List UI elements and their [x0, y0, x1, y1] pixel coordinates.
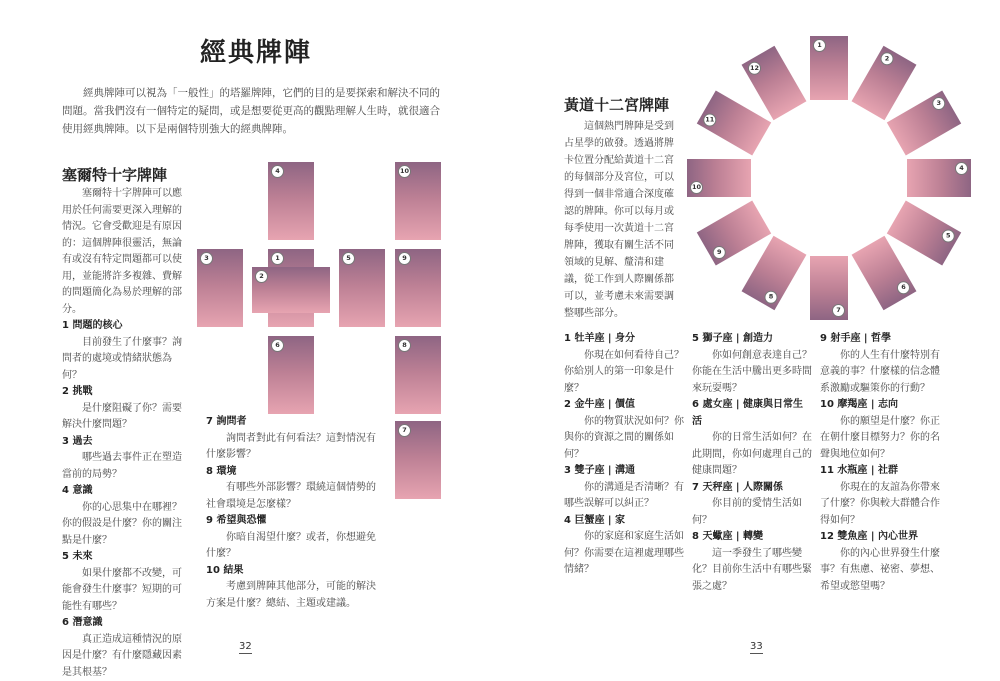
card-6: 6: [268, 336, 314, 414]
celtic-left-column: [62, 186, 188, 681]
house-10: 10 摩羯座 | 志向 你的願望是什麼？你正在朝什麼目標努力？你的名聲與地位如何？: [820, 399, 940, 460]
zodiac-card-5: [887, 201, 961, 266]
house-8: 8 天蠍座 | 轉變 這一季發生了哪些變化？目前你生活中有哪些緊張之處？: [692, 531, 812, 592]
zodiac-card-1: [810, 36, 848, 100]
zodiac-card-number: 5: [942, 230, 955, 243]
zodiac-card-number: 9: [712, 246, 725, 259]
house-11: 11 水瓶座 | 社群 你現在的友誼為你帶來了什麼？你與較大群體合作得如何？: [820, 465, 940, 526]
house-4: 4 巨蟹座 | 家 你的家庭和家庭生活如何？你需要在這裡處理哪些情緒？: [564, 514, 684, 575]
card-5: 5: [339, 249, 385, 327]
page-title: 經典牌陣: [200, 38, 313, 68]
card-4: 4: [268, 162, 314, 240]
celtic-intro: 塞爾特十字牌陣可以應用於任何需要更深入理解的情況。它會受歡迎是有原因的：這個牌陣很靈活，無論有或沒有特定問題都可以使用，並能將許多複雜、費解的問題簡化為易於理解的部分。: [62, 188, 182, 315]
position-10: 10 結果 考慮到牌陣其他部分，可能的解決方案是什麼？總結、主題或建議。: [206, 564, 376, 609]
zodiac-card-8: [742, 236, 807, 310]
house-1: 1 牡羊座 | 身分 你現在如何看待自己？你給別人的第一印象是什麼？: [564, 333, 684, 394]
zodiac-card-number: 3: [932, 97, 945, 110]
house-6: 6 處女座 | 健康與日常生活 你的日常生活如何？在此期間，你如何處理自己的健康問題？: [692, 399, 812, 476]
zodiac-card-number: 4: [955, 162, 968, 175]
zodiac-card-2: [852, 46, 917, 120]
page-number-right: 33: [750, 641, 763, 652]
house-9: 9 射手座 | 哲學 你的人生有什麼特別有意義的事？什麼樣的信念體系激勵或驅策你的行動？: [820, 333, 940, 394]
celtic-cross-heading: 塞爾特十字牌陣: [62, 166, 168, 184]
position-4: 4 意識 你的心思集中在哪裡？你的假設是什麼？你的關注點是什麼？: [62, 485, 182, 546]
position-3: 3 過去 哪些過去事件正在塑造當前的局勢？: [62, 435, 182, 480]
zodiac-intro: 這個熱門牌陣是受到占星學的啟發。透過將牌卡位置分配給黃道十二宮的每個部分及宮位，可以得到一個非常適合深度確認的牌陣。你可以每月或每季使用一次黃道十二宮牌陣，獲取有關生活不同領域的見解、釐清和建議，從工作到人際關係都可以，並考慮未來需要調整哪些部分。: [564, 121, 674, 319]
position-5: 5 未來 如果什麼都不改變，可能會發生什麼事？短期的可能性有哪些？: [62, 551, 182, 612]
zodiac-col-2: [692, 331, 812, 595]
house-3: 3 雙子座 | 溝通 你的溝通是否清晰？有哪些誤解可以糾正？: [564, 465, 684, 509]
card-10: 10: [395, 162, 441, 240]
zodiac-card-3: [887, 91, 961, 156]
card-9: 9: [395, 249, 441, 327]
zodiac-card-number: 1: [813, 39, 826, 52]
zodiac-card-7: [810, 256, 848, 320]
zodiac-heading: 黃道十二宮牌陣: [564, 96, 670, 114]
card-1: 1: [268, 249, 314, 327]
house-2: 2 金牛座 | 價值 你的物質狀況如何？你與你的資源之間的關係如何？: [564, 399, 684, 460]
position-8: 8 環境 有哪些外部影響？環繞這個情勢的社會環境是怎麼樣？: [206, 465, 376, 510]
intro-paragraph: 經典牌陣可以視為「一般性」的塔羅牌陣，它們的目的是要探索和解決不同的問題。當我們沒有一個特定的疑問，或是想要從更高的觀點理解人生時，就很適合使用經典牌陣。以下是兩個特別強大的經典牌陣。: [62, 87, 440, 135]
celtic-mid-column: [206, 414, 384, 612]
card-7: 7: [395, 421, 441, 499]
zodiac-card-number: 6: [897, 281, 910, 294]
zodiac-card-number: 12: [748, 61, 761, 74]
zodiac-col-1: [564, 331, 684, 579]
house-5: 5 獅子座 | 創造力 你如何創意表達自己？你能在生活中騰出更多時間來玩耍嗎？: [692, 333, 812, 394]
card-3: 3: [197, 249, 243, 327]
position-9: 9 希望與恐懼 你暗自渴望什麼？或者，你想避免什麼？: [206, 515, 376, 559]
zodiac-card-4: [907, 159, 971, 197]
position-7: 7 詢問者 詢問者對此有何看法？這對情況有什麼影響？: [206, 416, 376, 460]
zodiac-wheel-diagram: [688, 38, 970, 318]
page-number-left: 32: [239, 641, 252, 652]
card-8: 8: [395, 336, 441, 414]
position-6: 6 潛意識 真正造成這種情況的原因是什麼？有什麼隱藏因素是其根基？: [62, 617, 182, 678]
zodiac-col-3: [820, 331, 940, 595]
zodiac-card-6: [852, 236, 917, 310]
card-2: 2: [252, 267, 330, 313]
zodiac-card-number: 11: [703, 113, 716, 126]
zodiac-card-10: [687, 159, 751, 197]
zodiac-card-number: 7: [832, 304, 845, 317]
house-7: 7 天秤座 | 人際關係 你目前的愛情生活如何？: [692, 481, 802, 526]
zodiac-card-number: 8: [764, 291, 777, 304]
zodiac-card-number: 10: [690, 181, 703, 194]
position-2: 2 挑戰 是什麼阻礙了你？需要解決什麼問題？: [62, 386, 182, 430]
zodiac-card-12: [742, 46, 807, 120]
house-12: 12 雙魚座 | 內心世界 你的內心世界發生什麼事？有焦慮、祕密、夢想、希望或慾望嗎？: [820, 531, 940, 592]
zodiac-card-11: [697, 91, 771, 156]
zodiac-card-number: 2: [881, 52, 894, 65]
zodiac-card-9: [697, 201, 771, 266]
position-1: 1 問題的核心 目前發生了什麼事？詢問者的處境或情緒狀態為何？: [62, 320, 182, 381]
